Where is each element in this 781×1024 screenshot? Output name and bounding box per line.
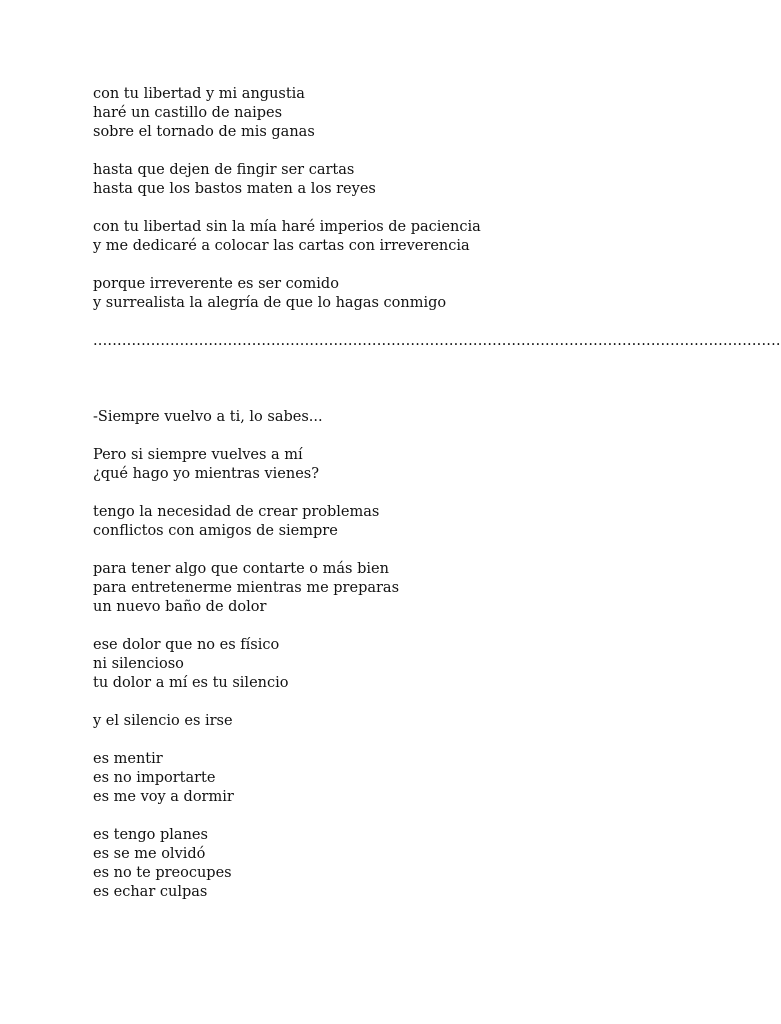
poem-line: ni silencioso bbox=[93, 656, 184, 672]
poem-line: es tengo planes bbox=[93, 827, 208, 843]
stanza bbox=[93, 503, 733, 541]
stanza-gap bbox=[93, 617, 733, 636]
poem-line: es no te preocupes bbox=[93, 865, 232, 881]
poem-line: con tu libertad y mi angustia bbox=[93, 86, 305, 102]
poem-line: con tu libertad sin la mía haré imperios de paciencia bbox=[93, 219, 481, 235]
stanza-gap bbox=[93, 256, 733, 275]
stanza bbox=[93, 161, 733, 199]
stanza-gap bbox=[93, 484, 733, 503]
poem-line: y surrealista la alegría de que lo hagas conmigo bbox=[93, 295, 447, 311]
poem-1 bbox=[93, 85, 733, 313]
stanza bbox=[93, 85, 733, 142]
poem-line: es no importarte bbox=[93, 770, 216, 786]
poem-line: haré un castillo de naipes bbox=[93, 105, 283, 121]
poem-2 bbox=[93, 408, 733, 902]
dotted-separator: ............................................................................................................................................... bbox=[93, 333, 781, 349]
stanza-gap bbox=[93, 541, 733, 560]
stanza-gap bbox=[93, 313, 733, 332]
stanza bbox=[93, 408, 733, 427]
stanza-gap bbox=[93, 693, 733, 712]
stanza bbox=[93, 275, 733, 313]
poem-line: ese dolor que no es físico bbox=[93, 637, 280, 653]
stanza-gap bbox=[93, 731, 733, 750]
poem-line: ¿qué hago yo mientras vienes? bbox=[93, 466, 320, 482]
poem-line: Pero si siempre vuelves a mí bbox=[93, 447, 303, 463]
stanza bbox=[93, 446, 733, 484]
document-page bbox=[93, 85, 781, 902]
poem-line: es me voy a dormir bbox=[93, 789, 234, 805]
poem-line: para entretenerme mientras me preparas bbox=[93, 580, 400, 596]
stanza bbox=[93, 826, 733, 902]
stanza bbox=[93, 636, 733, 693]
poem-line: porque irreverente es ser comido bbox=[93, 276, 339, 292]
section-gap bbox=[93, 351, 733, 389]
stanza-gap bbox=[93, 389, 733, 408]
poem-line: para tener algo que contarte o más bien bbox=[93, 561, 389, 577]
stanza bbox=[93, 750, 733, 807]
stanza bbox=[93, 560, 733, 617]
poem-line: y el silencio es irse bbox=[93, 713, 233, 729]
poem-line: hasta que dejen de fingir ser cartas bbox=[93, 162, 355, 178]
poem-line: -Siempre vuelvo a ti, lo sabes... bbox=[93, 409, 323, 425]
poem-line: conflictos con amigos de siempre bbox=[93, 523, 338, 539]
poem-line: es echar culpas bbox=[93, 884, 208, 900]
stanza-gap bbox=[93, 199, 733, 218]
stanza-gap bbox=[93, 427, 733, 446]
poem-line: tengo la necesidad de crear problemas bbox=[93, 504, 380, 520]
poem-line: es se me olvidó bbox=[93, 846, 206, 862]
poem-line: sobre el tornado de mis ganas bbox=[93, 124, 315, 140]
poem-line: un nuevo baño de dolor bbox=[93, 599, 267, 615]
poem-line: es mentir bbox=[93, 751, 163, 767]
stanza-gap bbox=[93, 807, 733, 826]
poem-line: y me dedicaré a colocar las cartas con irreverencia bbox=[93, 238, 470, 254]
stanza bbox=[93, 218, 733, 256]
stanza-gap bbox=[93, 142, 733, 161]
stanza bbox=[93, 712, 733, 731]
poem-line: tu dolor a mí es tu silencio bbox=[93, 675, 289, 691]
poem-line: hasta que los bastos maten a los reyes bbox=[93, 181, 376, 197]
